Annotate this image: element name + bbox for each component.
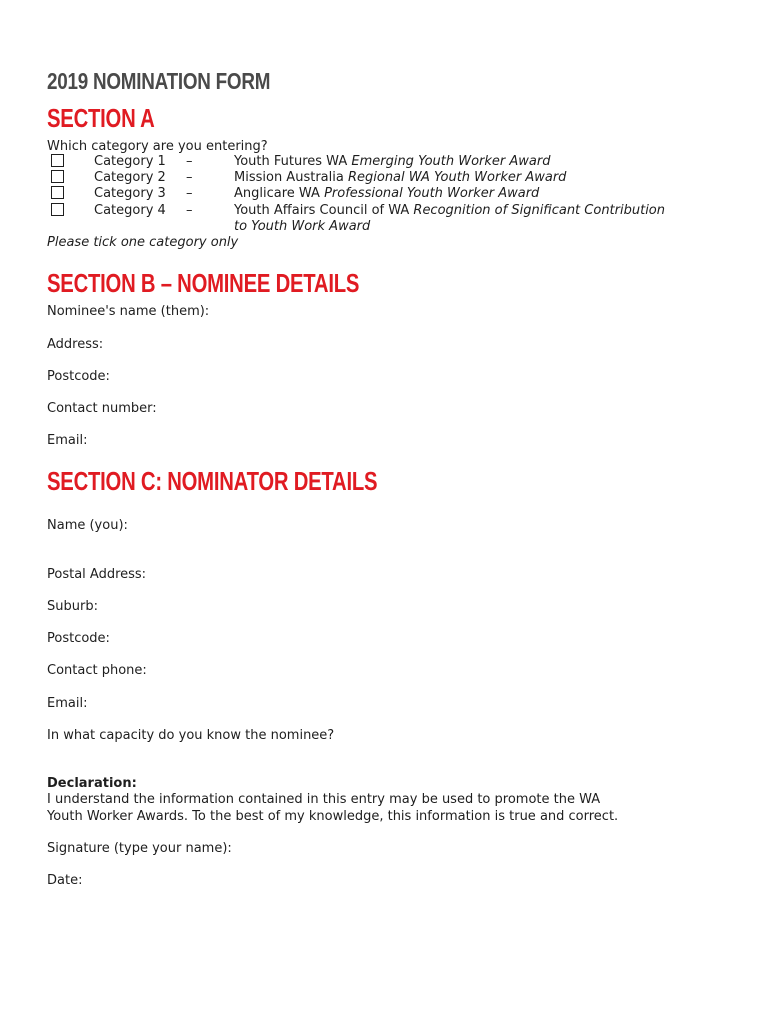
category-4-checkbox[interactable]	[51, 203, 64, 216]
category-row-1	[47, 154, 737, 170]
category-dash: –	[186, 154, 193, 169]
category-question: Which category are you entering?	[47, 139, 268, 154]
sponsor-name: Youth Futures WA	[234, 154, 348, 169]
category-1-checkbox[interactable]	[51, 154, 64, 167]
award-name: Recognition of Significant Contribution	[413, 203, 666, 218]
nominator-name-label: Name (you):	[47, 518, 128, 533]
category-sponsor	[234, 170, 566, 185]
sponsor-name: Youth Affairs Council of WA	[234, 203, 410, 218]
postal-address-label: Postal Address:	[47, 567, 147, 582]
capacity-question: In what capacity do you know the nominee?	[47, 728, 335, 743]
category-row-4	[47, 203, 737, 219]
declaration-text-line2: Youth Worker Awards. To the best of my knowledge, this information is true and correct.	[47, 809, 619, 824]
category-2-checkbox[interactable]	[51, 170, 64, 183]
nominee-address-label: Address:	[47, 337, 104, 352]
tick-one-note: Please tick one category only	[47, 235, 239, 250]
section-b-heading: SECTION B – NOMINEE DETAILS	[47, 268, 360, 298]
signature-label: Signature (type your name):	[47, 841, 232, 856]
category-dash: –	[186, 170, 193, 185]
category-row-3	[47, 186, 737, 202]
category-label: Category 3	[94, 186, 166, 201]
award-name: Regional WA Youth Worker Award	[347, 170, 567, 185]
category-sponsor	[234, 186, 539, 201]
nominee-contact-label: Contact number:	[47, 401, 157, 416]
category-sponsor	[234, 203, 665, 218]
award-name: Professional Youth Worker Award	[324, 186, 540, 201]
section-a-heading: SECTION A	[47, 103, 155, 133]
award-name-continued: to Youth Work Award	[234, 219, 371, 234]
declaration-heading: Declaration:	[47, 776, 137, 791]
form-title: 2019 NOMINATION FORM	[47, 68, 271, 94]
category-label: Category 1	[94, 154, 166, 169]
category-row-2	[47, 170, 737, 186]
declaration-text-line1: I understand the information contained in this entry may be used to promote the WA	[47, 792, 601, 807]
sponsor-name: Anglicare WA	[234, 186, 320, 201]
category-sponsor	[234, 154, 551, 169]
suburb-label: Suburb:	[47, 599, 98, 614]
nominee-email-label: Email:	[47, 433, 88, 448]
date-label: Date:	[47, 873, 83, 888]
sponsor-name: Mission Australia	[234, 170, 344, 185]
category-3-checkbox[interactable]	[51, 186, 64, 199]
category-label: Category 4	[94, 203, 166, 218]
nominee-postcode-label: Postcode:	[47, 369, 110, 384]
contact-phone-label: Contact phone:	[47, 663, 147, 678]
nominator-postcode-label: Postcode:	[47, 631, 110, 646]
award-name: Emerging Youth Worker Award	[351, 154, 551, 169]
nominator-email-label: Email:	[47, 696, 88, 711]
category-label: Category 2	[94, 170, 166, 185]
nominee-name-label: Nominee's name (them):	[47, 304, 210, 319]
category-dash: –	[186, 186, 193, 201]
section-c-heading: SECTION C: NOMINATOR DETAILS	[47, 466, 378, 496]
category-dash: –	[186, 203, 193, 218]
